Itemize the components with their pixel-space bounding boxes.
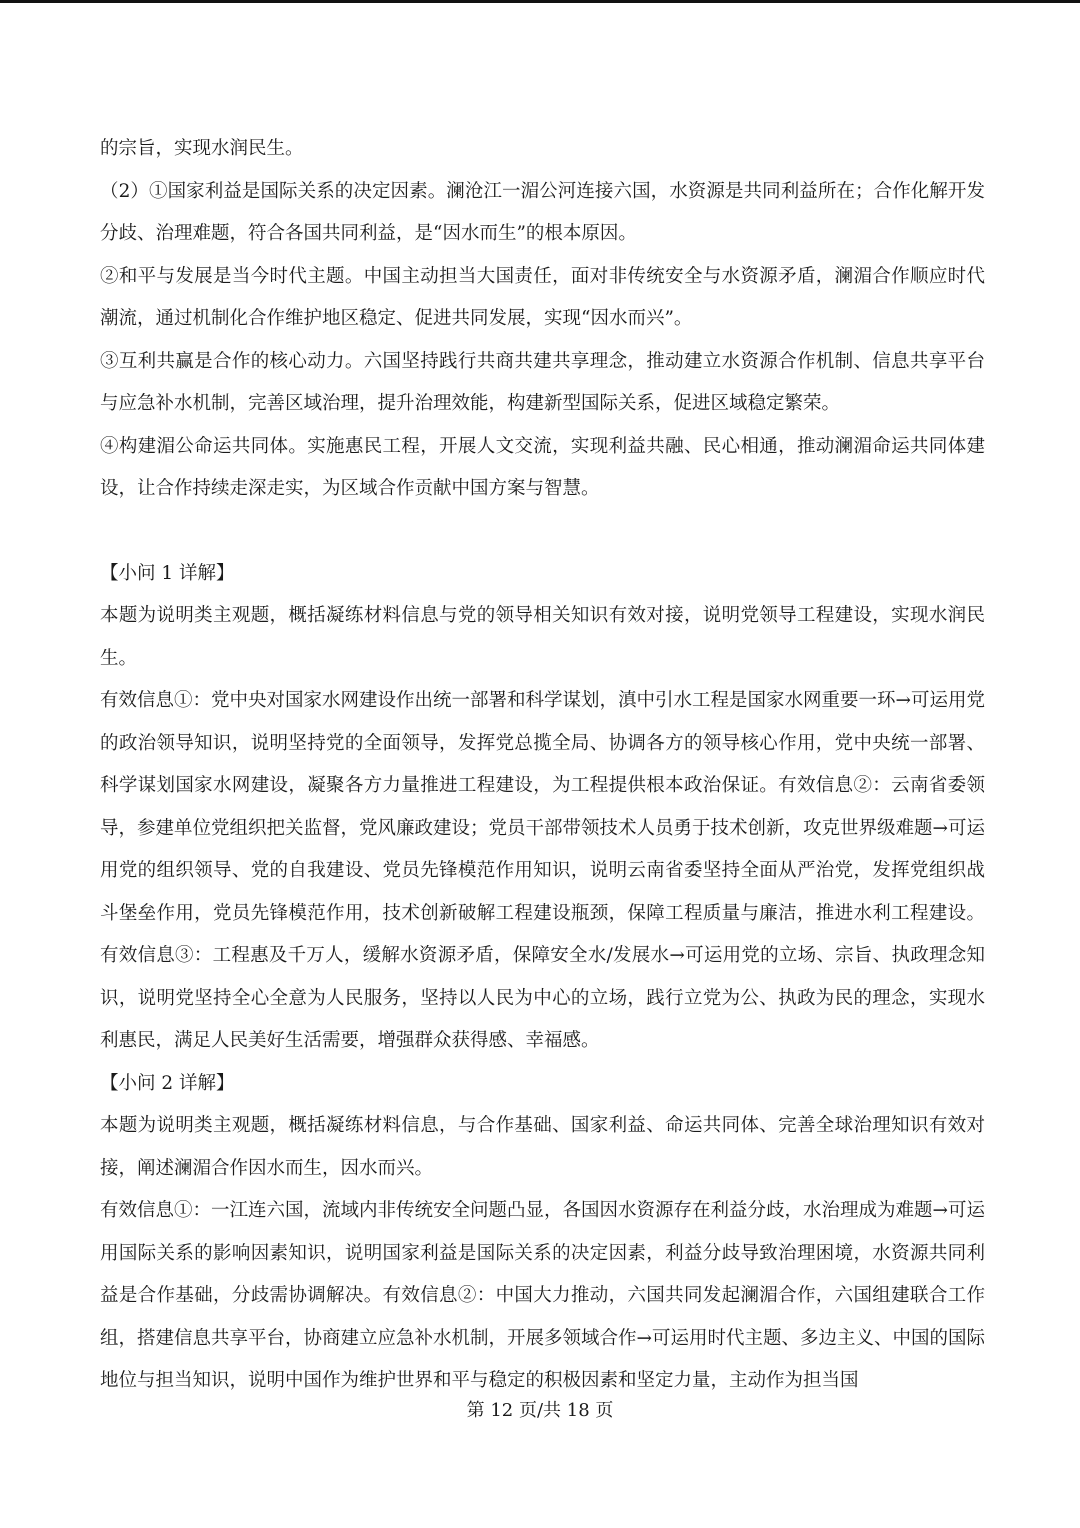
section-spacer <box>100 511 985 553</box>
answer-part2-point1: （2）①国家利益是国际关系的决定因素。澜沧江一湄公河连接六国，水资源是共同利益所在；合作化解开发分歧、治理难题，符合各国共同利益，是“因水而生”的根本原因。 <box>100 180 985 244</box>
q2-analysis: 有效信息①：一江连六国，流域内非传统安全问题凸显，各国因水资源存在利益分歧，水治理成为难题→可运用国际关系的影响因素知识，说明国家利益是国际关系的决定因素，利益分歧导致治理困境，水资源共同利益是合作基础，分歧需协调解决。有效信息②：中国大力推动，六国共同发起澜湄合作，六国组建联合工作组，搭建信息共享平台，协商建立应急补水机制，开展多领域合作→可运用时代主题、多边主义、中国的国际地位与担当知识，说明中国作为维护世界和平与稳定的积极因素和坚定力量，主动作为担当国 <box>100 1200 986 1391</box>
q2-heading: 【小问 2 详解】 <box>100 1072 235 1094</box>
q2-intro: 本题为说明类主观题，概括凝练材料信息，与合作基础、国家利益、命运共同体、完善全球治理知识有效对接，阐述澜湄合作因水而生，因水而兴。 <box>100 1115 985 1179</box>
q1-analysis: 有效信息①：党中央对国家水网建设作出统一部署和科学谋划，滇中引水工程是国家水网重要一环→可运用党的政治领导知识，说明坚持党的全面领导，发挥党总揽全局、协调各方的领导核心作用，党中央统一部署、科学谋划国家水网建设，凝聚各方力量推进工程建设，为工程提供根本政治保证。有效信息②：云南省委领导，参建单位党组织把关监督，党风廉政建设；党员干部带领技术人员勇于技术创新，攻克世界级难题→可运用党的组织领导、党的自我建设、党员先锋模范作用知识，说明云南省委坚持全面从严治党，发挥党组织战斗堡垒作用，党员先锋模范作用，技术创新破解工程建设瓶颈，保障工程质量与廉洁，推进水利工程建设。有效信息③：工程惠及千万人，缓解水资源矛盾，保障安全水/发展水→可运用党的立场、宗旨、执政理念知识，说明党坚持全心全意为人民服务，坚持以人民为中心的立场，践行立党为公、执政为民的理念，实现水利惠民，满足人民美好生活需要，增强群众获得感、幸福感。 <box>100 690 986 1051</box>
top-border-line <box>0 0 1080 3</box>
answer-part2-point4: ④构建湄公命运共同体。实施惠民工程，开展人文交流，实现利益共融、民心相通，推动澜湄命运共同体建设，让合作持续走深走实，为区域合作贡献中国方案与智慧。 <box>100 435 985 499</box>
answer-continuation: 的宗旨，实现水润民生。 <box>100 138 304 159</box>
q1-intro: 本题为说明类主观题，概括凝练材料信息与党的领导相关知识有效对接，说明党领导工程建设，实现水润民生。 <box>100 605 985 669</box>
answer-part2-point2: ②和平与发展是当今时代主题。中国主动担当大国责任，面对非传统安全与水资源矛盾，澜湄合作顺应时代潮流，通过机制化合作维护地区稳定、促进共同发展，实现“因水而兴”。 <box>100 265 985 329</box>
q1-heading: 【小问 1 详解】 <box>100 562 235 584</box>
answer-part2-point3: ③互利共赢是合作的核心动力。六国坚持践行共商共建共享理念，推动建立水资源合作机制、信息共享平台与应急补水机制，完善区域治理，提升治理效能，构建新型国际关系，促进区域稳定繁荣。 <box>100 350 985 414</box>
document-page <box>100 128 985 1403</box>
page-number-footer: 第 12 页/共 18 页 <box>466 1400 614 1421</box>
